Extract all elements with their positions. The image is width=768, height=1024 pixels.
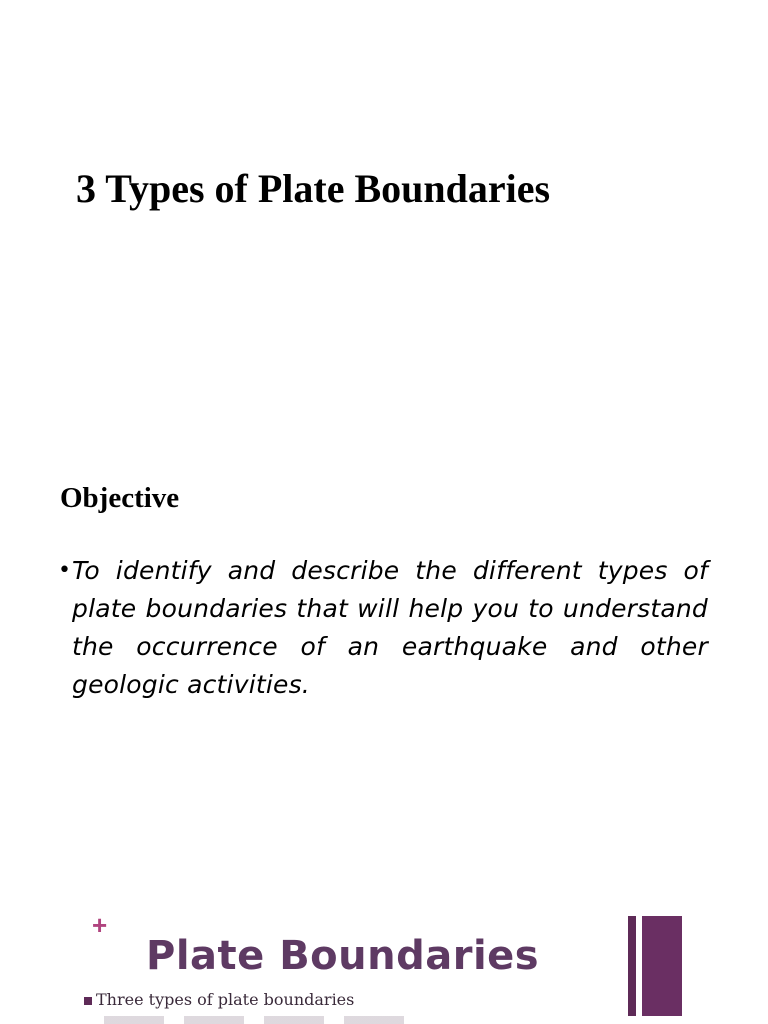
preview-cut-off-text [104,1016,424,1024]
plate-boundaries-preview [84,908,704,1024]
square-bullet-icon [84,997,92,1005]
objective-bullet [58,552,708,704]
bullet-icon: • [58,558,71,583]
accent-bar-thin [628,916,636,1016]
accent-bar-thick [642,916,682,1016]
plus-icon: + [92,910,108,940]
preview-bullet-text: Three types of plate boundaries [96,990,355,1009]
preview-title: Plate Boundaries [146,933,540,979]
objective-heading: Objective [60,482,180,514]
preview-bullet [84,990,354,1010]
slide-title: 3 Types of Plate Boundaries [76,166,551,211]
objective-text: To identify and describe the different types of plate boundaries that will help you to understand the occurrence of an earthquake and other geologic activities. [72,556,708,699]
